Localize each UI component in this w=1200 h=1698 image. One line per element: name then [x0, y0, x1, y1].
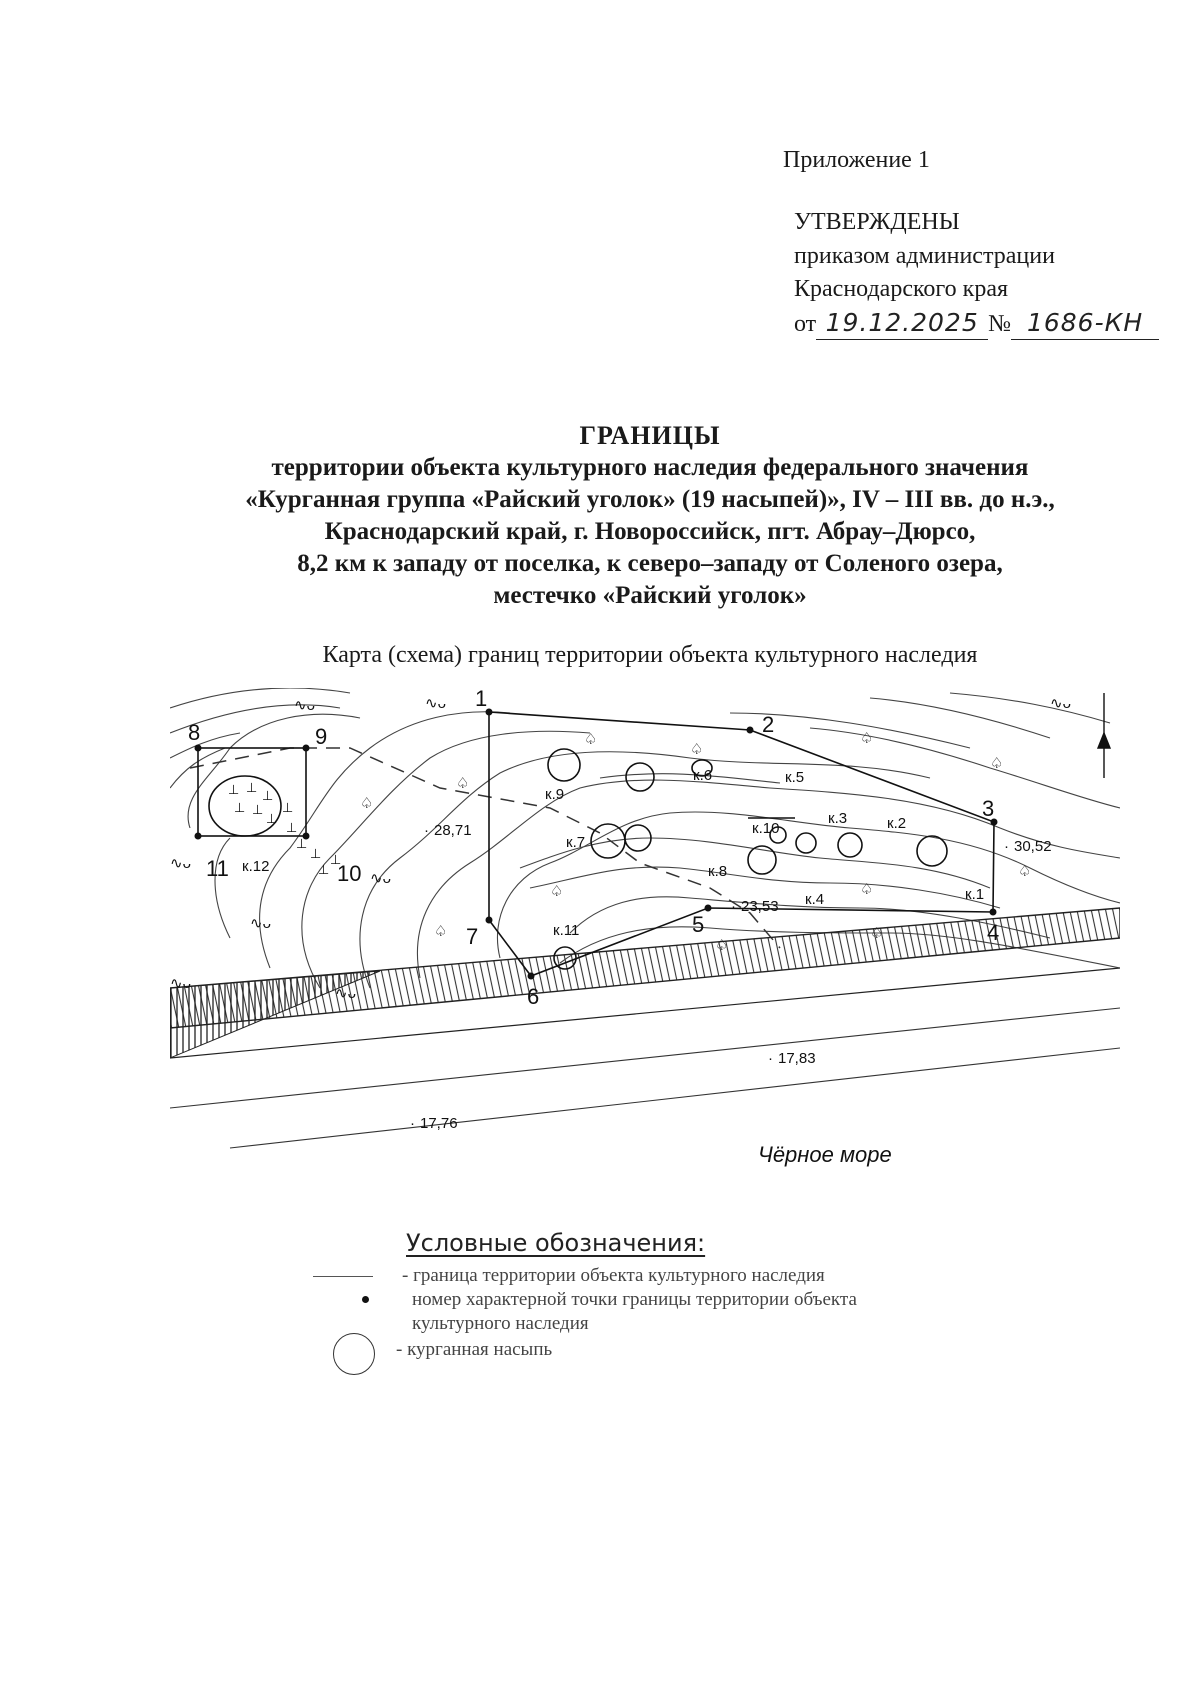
svg-text:⊥: ⊥ [234, 800, 246, 815]
svg-text:·: · [1004, 838, 1009, 855]
mound-label: к.6 [693, 767, 713, 784]
svg-text:⊥: ⊥ [296, 836, 308, 851]
svg-text:⊥: ⊥ [266, 811, 278, 826]
mound-shape [796, 833, 816, 853]
svg-text:⊥: ⊥ [228, 782, 240, 797]
svg-text:·: · [768, 1050, 773, 1067]
svg-text:∿ᴗ: ∿ᴗ [335, 985, 356, 1002]
point-label: 7 [466, 924, 479, 949]
svg-text:⊥: ⊥ [330, 852, 342, 867]
svg-text:♤: ♤ [360, 795, 374, 812]
appendix-label: Приложение 1 [783, 147, 930, 173]
svg-text:♤: ♤ [1018, 863, 1032, 880]
elevation-label: 30,52 [1014, 838, 1052, 855]
mound-label: к.11 [553, 922, 580, 939]
legend-title: Условные обозначения: [406, 1229, 706, 1257]
point-label: 3 [982, 796, 995, 821]
svg-text:∿ᴗ: ∿ᴗ [170, 855, 191, 872]
svg-text:♤: ♤ [456, 775, 470, 792]
mound-label: к.3 [828, 810, 848, 827]
svg-text:·: · [731, 898, 736, 915]
mound-label: к.10 [752, 820, 780, 837]
svg-text:∿ᴗ: ∿ᴗ [425, 695, 446, 712]
title-line-4: 8,2 км к западу от поселка, к северо–западу от Соленого озера, [297, 550, 1003, 577]
svg-text:⊥: ⊥ [310, 846, 322, 861]
number-prefix: № [988, 311, 1012, 337]
legend-point-text-2: культурного наследия [412, 1313, 589, 1334]
north-arrow-icon [1098, 693, 1110, 778]
svg-text:·: · [410, 1115, 415, 1132]
document-title [120, 420, 1180, 612]
sea-label: Чёрное море [758, 1142, 892, 1167]
mound-label: к.1 [965, 886, 985, 903]
svg-text:∿ᴗ: ∿ᴗ [250, 915, 271, 932]
mound-label: к.5 [785, 769, 805, 786]
svg-text:⊥: ⊥ [286, 820, 298, 835]
order-number: 1686-КН [1011, 306, 1159, 340]
point-label: 8 [188, 720, 201, 745]
legend-mound-symbol [333, 1333, 375, 1375]
boundary-map [170, 688, 1120, 1208]
title-line-1: территории объекта культурного наследия федерального значения [271, 454, 1029, 481]
svg-text:∿ᴗ: ∿ᴗ [170, 975, 191, 992]
order-date: 19.12.2025 [816, 306, 988, 340]
order-line-2: Краснодарского края [794, 276, 1009, 302]
point-label: 9 [315, 724, 328, 749]
title-main: ГРАНИЦЫ [579, 421, 721, 450]
point-label: 10 [337, 861, 362, 886]
mound-labels [242, 767, 984, 939]
svg-text:∿ᴗ: ∿ᴗ [294, 697, 315, 714]
title-line-2: «Курганная группа «Райский уголок» (19 насыпей)», IV – III вв. до н.э., [245, 486, 1055, 513]
order-date-line [794, 306, 1159, 341]
svg-text:♤: ♤ [860, 730, 874, 747]
mound-shape [626, 763, 654, 791]
legend-point-text-1: номер характерной точки границы территории объекта [412, 1289, 857, 1310]
elevation-label: 23,53 [741, 898, 779, 915]
date-prefix: от [794, 311, 817, 337]
mound-label: к.7 [566, 834, 586, 851]
svg-text:♤: ♤ [860, 881, 874, 898]
svg-text:♤: ♤ [870, 925, 884, 942]
title-line-3: Краснодарский край, г. Новороссийск, пгт. Абрау–Дюрсо, [324, 518, 976, 545]
coastal-hatch [170, 908, 1120, 1028]
point-label: 5 [692, 912, 705, 937]
point-label: 1 [475, 688, 488, 711]
point-label: 4 [987, 920, 1000, 945]
svg-text:·: · [424, 822, 429, 839]
map-subtitle: Карта (схема) границ территории объекта культурного наследия [322, 642, 978, 668]
point-label: 2 [762, 712, 775, 737]
approved-heading: УТВЕРЖДЕНЫ [794, 209, 960, 235]
order-line-1: приказом администрации [794, 243, 1055, 269]
legend-mound-text: - курганная насыпь [396, 1339, 553, 1360]
mound-shape [548, 749, 580, 781]
svg-text:⊥: ⊥ [318, 862, 330, 877]
mound-label: к.12 [242, 858, 270, 875]
elevation-label: 17,76 [420, 1115, 458, 1132]
legend-boundary-text: - граница территории объекта культурного наследия [402, 1265, 825, 1286]
mound-shape [917, 836, 947, 866]
legend-boundary-symbol [313, 1276, 373, 1277]
svg-text:⊥: ⊥ [282, 800, 294, 815]
mound-label: к.4 [805, 891, 825, 908]
elevation-label: 28,71 [434, 822, 472, 839]
svg-text:⊥: ⊥ [262, 788, 274, 803]
mound-shape [591, 824, 625, 858]
mound-label: к.9 [545, 786, 565, 803]
point-label: 6 [527, 984, 540, 1009]
title-line-5: местечко «Райский уголок» [493, 582, 807, 609]
svg-text:⊥: ⊥ [246, 780, 258, 795]
svg-text:♤: ♤ [550, 883, 564, 900]
svg-text:∿ᴗ: ∿ᴗ [370, 870, 391, 887]
svg-text:∿ᴗ: ∿ᴗ [1050, 695, 1071, 712]
svg-text:♤: ♤ [584, 731, 598, 748]
legend-point-symbol [362, 1296, 369, 1303]
elevation-label: 17,83 [778, 1050, 816, 1067]
svg-text:♤: ♤ [690, 741, 704, 758]
mound-label: к.8 [708, 863, 728, 880]
mound-shape [838, 833, 862, 857]
svg-text:⊥: ⊥ [252, 802, 264, 817]
svg-text:♤: ♤ [990, 755, 1004, 772]
svg-text:♤: ♤ [434, 923, 448, 940]
svg-text:♤: ♤ [715, 937, 729, 954]
mound-label: к.2 [887, 815, 907, 832]
point-label: 11 [206, 856, 229, 881]
